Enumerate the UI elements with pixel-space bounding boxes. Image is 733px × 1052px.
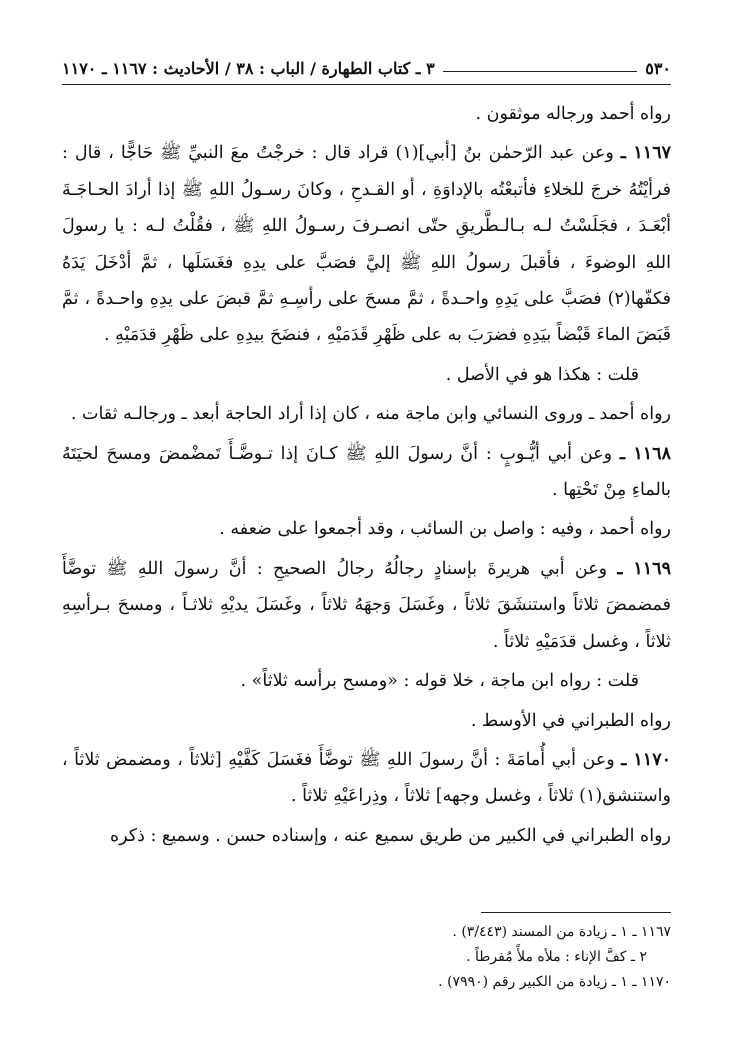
page-number: ٥٣٠ xyxy=(645,58,671,78)
footnote-divider xyxy=(481,912,671,913)
paragraph: رواه أحمد ورجاله موثقون . xyxy=(475,104,671,124)
note-paragraph: قلت : رواه ابن ماجة ، خلا قوله : «ومسح برأسه ثلاثاً» . xyxy=(240,671,639,692)
paragraph: رواه الطبراني في الأوسط . xyxy=(470,710,671,731)
hadith-number: ١١٧٠ ـ xyxy=(621,749,671,770)
page-body xyxy=(62,96,671,857)
hadith-1170: ١١٧٠ ـ وعن أبي أُمامَةَ : أنَّ رسولَ اللهِ ﷺ توضَّأَ فغَسَلَ كَفَّيْهِ [ثلاثاً ، ومضمض ثلاثاً ، واستنشق(١) ثلاثاً ، وغسل وجهه] ثلاثاً ، وذِراعَيْهِ ثلاثاً . xyxy=(62,749,671,807)
footnote: ٢ ـ كفَّ الإناء : ملأه ملأً مُفرطاً . xyxy=(466,949,647,965)
footnote: ١١٦٧ ـ ١ ـ زيادة من المسند (٣/٤٤٣) . xyxy=(452,924,671,940)
page-header xyxy=(62,52,671,85)
hadith-1167: ١١٦٧ ـ وعن عبد الرّحمٰن بنُ [أبي](١) قراد قال : خرجْتُ معَ النبيِّ ﷺ حَاجًّا ، قال : فرأيْتُهُ خرجَ للخلاءِ فأتبعْتُه بالإداوَةِ ، أو القـدحِ ، وكانَ رسـولُ اللهِ ﷺ إذا أرادَ الحـاجَـةَ أبْعَـدَ ، فجَلَسْتُ لـه بـالـطَّريقِ حتّى انصـرفَ رسـولُ اللهِ ﷺ ، فقُلْتُ لـه : يا رسولَ اللهِ الوضوءَ ، فأقبلَ رسولُ اللهِ ﷺ إليَّ فصَبَّ على يدِهِ فغَسَلَها ، ثمَّ أدْخَلَ يَدَهُ فكفّها(٢) فصَبَّ على يَدِهِ واحـدةً ، ثمَّ مسحَ على رأسِـهِ ثمَّ قبضَ على يدِهِ واحـدةً ، ثمَّ قَبَضَ الماءَ قَبْضاً بيَدِهِ فضرَبَ به على ظَهْرِ قَدَمَيْهِ ، فنضَحَ بيدِهِ على ظَهْرِ قدَمَيْهِ . xyxy=(62,143,671,346)
hadith-number: ١١٦٩ ـ xyxy=(617,558,671,579)
footnote: ١١٧٠ ـ ١ ـ زيادة من الكبير رقم (٧٩٩٠) . xyxy=(438,974,671,990)
running-title: ٣ ـ كتاب الطهارة / الباب : ٣٨ / الأحاديث : ١١٦٧ ـ ١١٧٠ xyxy=(62,58,435,78)
hadith-number: ١١٦٧ ـ xyxy=(620,143,671,164)
footnotes xyxy=(62,920,671,995)
hadith-number: ١١٦٨ ـ xyxy=(619,443,671,464)
note-paragraph: قلت : هكذا هو في الأصل . xyxy=(445,364,639,385)
paragraph: رواه أحمد ، وفيه : واصل بن السائب ، وقد أجمعوا على ضعفه . xyxy=(219,519,671,540)
paragraph: رواه الطبراني في الكبير من طريق سميع عنه ، وإسناده حسن . وسميع : ذكره xyxy=(109,825,671,846)
paragraph: رواه أحمد ـ وروى النسائي وابن ماجة منه ، كان إذا أراد الحاجة أبعد ـ ورجالـه ثقات . xyxy=(70,404,671,425)
header-rule xyxy=(443,71,638,72)
hadith-1169: ١١٦٩ ـ وعن أبي هريرةَ بإسنادٍ رجالُهُ رجالُ الصحيحِ : أنَّ رسولَ اللهِ ﷺ توضَّأَ فمضمضَ ثلاثاً واستنشَقَ ثلاثاً ، وغَسَلَ وَجهَهُ ثلاثاً ، وغَسَلَ يديْهِ ثلاثـاً ، ومسحَ بـرأسِهِ ثلاثاً ، وغسل قدَمَيْهِ ثلاثاً . xyxy=(62,558,671,652)
hadith-1168: ١١٦٨ ـ وعن أبي أيُّـوبٍ : أنَّ رسولَ اللهِ ﷺ كـانَ إذا تـوضَّـأَ تَمضْمضَ ومسحَ لحيَتَهُ بالماءِ مِنْ تَحْتِها . xyxy=(62,443,671,501)
